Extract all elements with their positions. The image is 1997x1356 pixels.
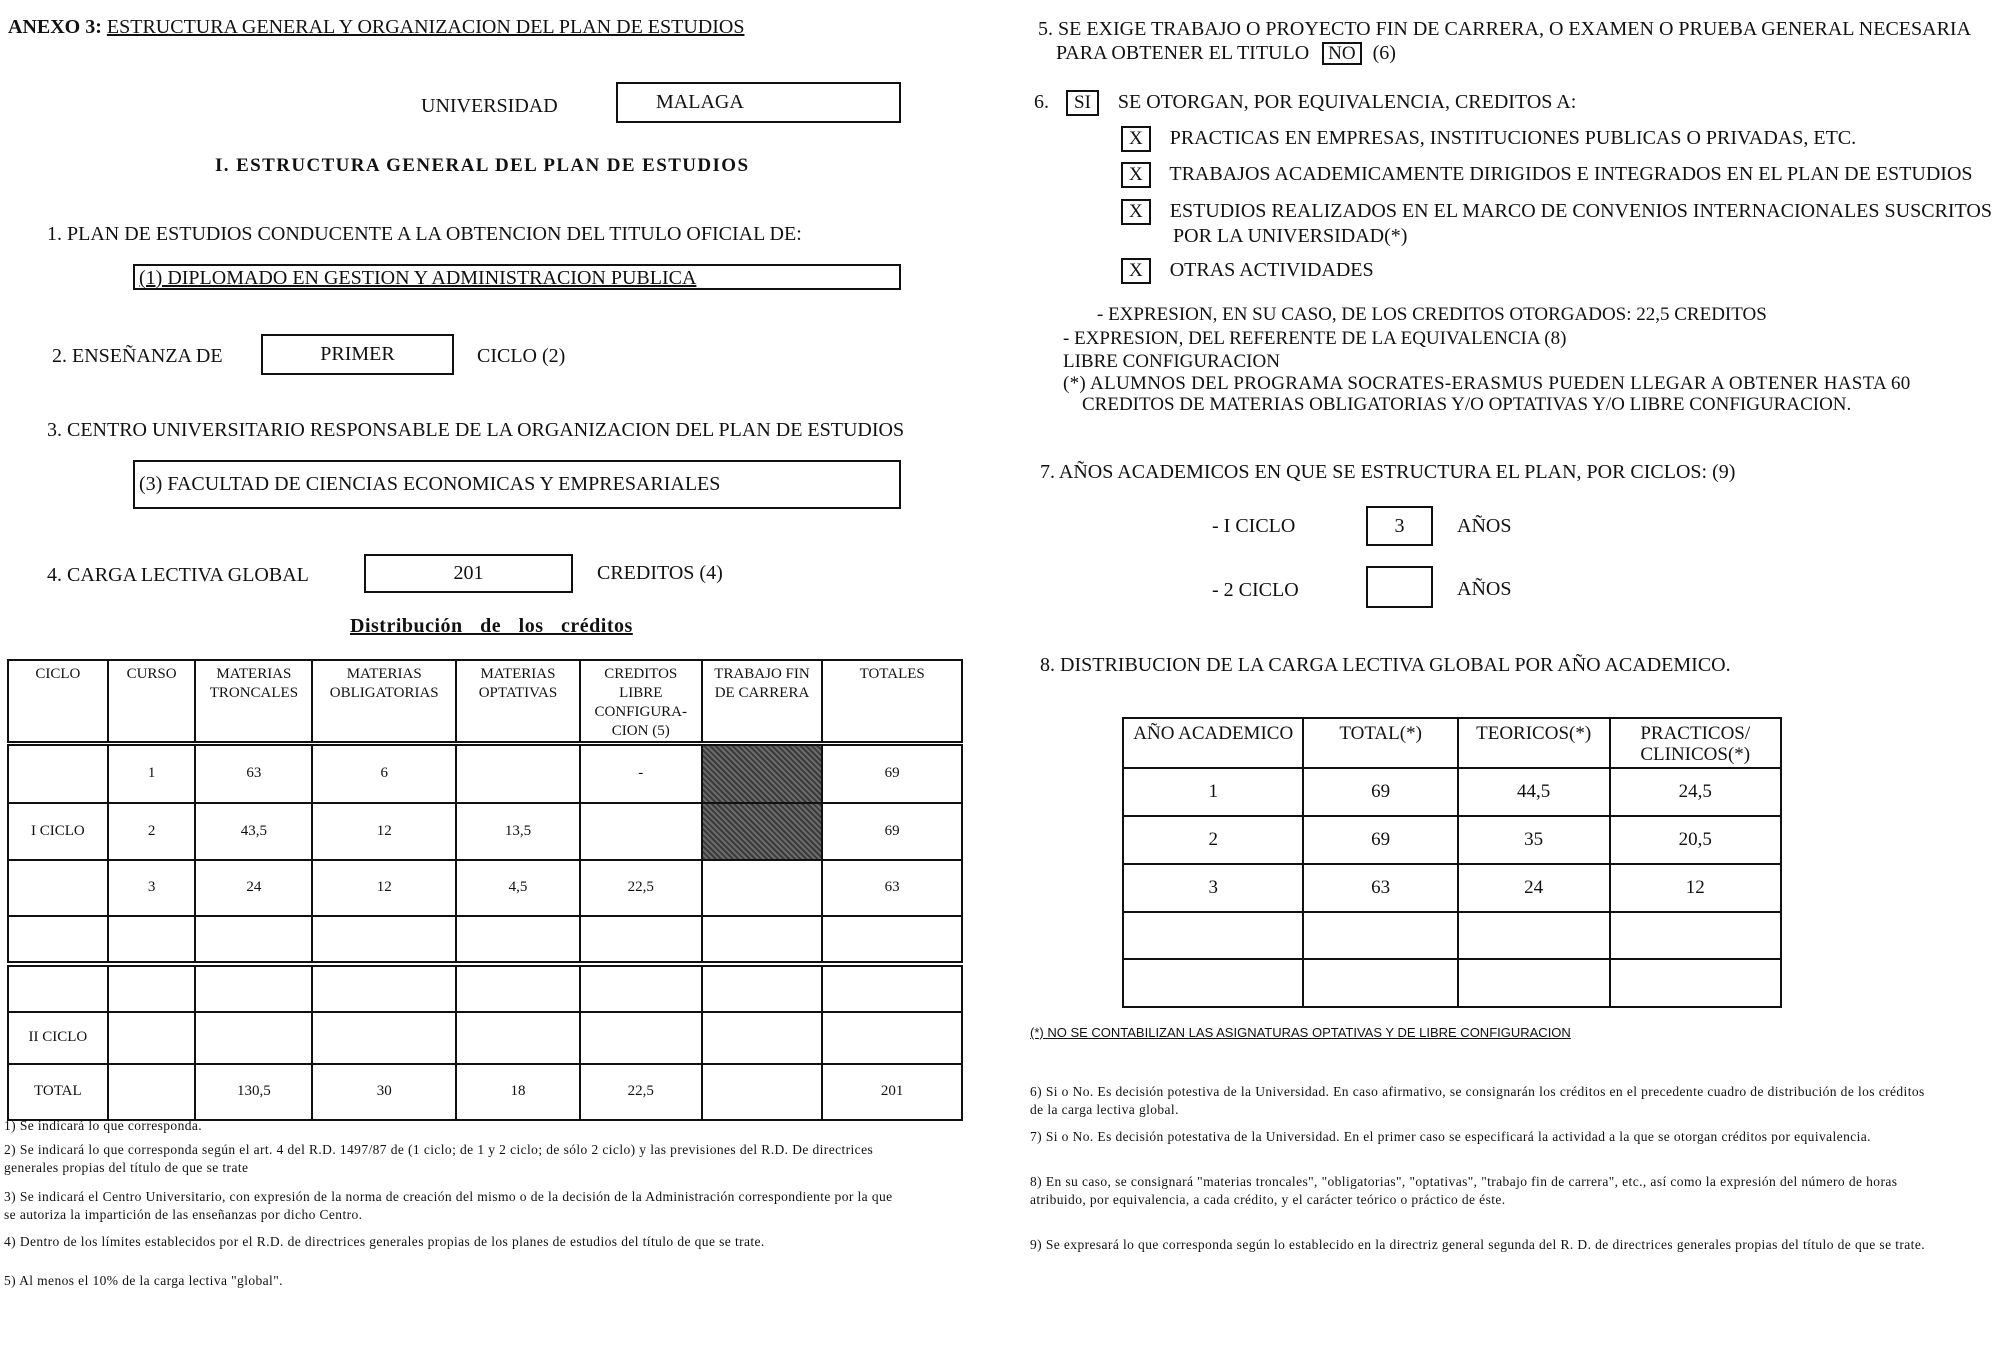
item4-label: 4. CARGA LECTIVA GLOBAL xyxy=(47,564,309,586)
table-cell: 24 xyxy=(1458,864,1610,912)
col-header: MATERIAS OBLIGATORIAS xyxy=(312,660,456,744)
table-cell xyxy=(1303,959,1457,1007)
table-row xyxy=(1123,959,1781,1007)
years-footnote-text: (*) NO SE CONTABILIZAN LAS ASIGNATURAS OPTATIVAS Y DE LIBRE CONFIGURACION xyxy=(1030,1025,1571,1040)
col-header: MATERIAS OPTATIVAS xyxy=(456,660,580,744)
item3-label: 3. CENTRO UNIVERSITARIO RESPONSABLE DE LA ORGANIZACION DEL PLAN DE ESTUDIOS xyxy=(47,419,905,441)
table-cell: 130,5 xyxy=(195,1064,312,1120)
table-cell xyxy=(8,964,108,1012)
item2-label: 2. ENSEÑANZA DE xyxy=(52,345,223,367)
table-cell xyxy=(580,916,702,964)
item6-option-1 xyxy=(1121,126,1856,152)
annex-heading xyxy=(8,16,744,39)
item8-label: 8. DISTRIBUCION DE LA CARGA LECTIVA GLOBAL POR AÑO ACADEMICO. xyxy=(1040,654,1731,676)
table-row xyxy=(1123,864,1781,912)
table-cell: 1 xyxy=(108,744,196,803)
item5-label: PARA OBTENER EL TITULO xyxy=(1056,42,1310,64)
table-cell xyxy=(108,1064,196,1120)
item1-value: (1) DIPLOMADO EN GESTION Y ADMINISTRACION PUBLICA xyxy=(139,267,697,289)
table-cell xyxy=(312,964,456,1012)
option-label: ESTUDIOS REALIZADOS EN EL MARCO DE CONVENIOS INTERNACIONALES SUSCRITOS xyxy=(1169,200,1992,222)
item5-value-box: NO xyxy=(1322,42,1361,65)
item2-field xyxy=(261,334,454,375)
table-cell xyxy=(195,916,312,964)
checkbox-checked: X xyxy=(1121,199,1151,225)
table-cell xyxy=(8,744,108,803)
col-header: CICLO xyxy=(8,660,108,744)
table-cell xyxy=(456,1012,580,1064)
table-cell: 24 xyxy=(195,860,312,916)
note-9: 9) Se expresará lo que corresponda según lo establecido en la directriz general segunda del R. D. de directrices generales propias del título de que se trate. xyxy=(1030,1237,1925,1252)
table-row xyxy=(8,964,962,1012)
table-row xyxy=(8,860,962,916)
checkbox-checked: X xyxy=(1121,126,1151,152)
table-cell xyxy=(8,916,108,964)
table-cell: 63 xyxy=(1303,864,1457,912)
distribution-header-row xyxy=(8,660,962,744)
item6-option-3 xyxy=(1121,199,1992,225)
item4-field xyxy=(364,554,573,593)
table-row xyxy=(8,744,962,803)
years-footnote xyxy=(1030,1025,1571,1040)
table-row xyxy=(1123,768,1781,816)
expr-referent: - EXPRESION, DEL REFERENTE DE LA EQUIVALENCIA (8) xyxy=(1063,328,1567,349)
table-cell: 22,5 xyxy=(580,1064,702,1120)
table-cell: 63 xyxy=(195,744,312,803)
col-header: TOTAL(*) xyxy=(1303,718,1457,768)
distribution-table xyxy=(7,659,963,1121)
table-row xyxy=(8,1064,962,1120)
expr-erasmus-1: (*) ALUMNOS DEL PROGRAMA SOCRATES-ERASMUS PUEDEN LLEGAR A OBTENER HASTA 60 xyxy=(1063,373,1911,394)
annex-title: ESTRUCTURA GENERAL Y ORGANIZACION DEL PLAN DE ESTUDIOS xyxy=(106,16,745,38)
cycle1-label: - I CICLO xyxy=(1212,515,1296,537)
table-cell: 20,5 xyxy=(1610,816,1782,864)
item4-value: 201 xyxy=(453,562,484,584)
table-cell xyxy=(195,964,312,1012)
table-cell xyxy=(580,964,702,1012)
table-cell: 6 xyxy=(312,744,456,803)
table-cell: 2 xyxy=(1123,816,1303,864)
table-cell xyxy=(1123,959,1303,1007)
col-header: MATERIAS TRONCALES xyxy=(195,660,312,744)
table-cell xyxy=(108,916,196,964)
note-5: 5) Al menos el 10% de la carga lectiva "global". xyxy=(4,1273,283,1288)
shaded-cell xyxy=(702,744,823,803)
option-label: OTRAS ACTIVIDADES xyxy=(1169,259,1374,281)
table-cell xyxy=(1123,912,1303,959)
cycle1-years: AÑOS xyxy=(1457,515,1512,537)
item6-option-4 xyxy=(1121,258,1374,284)
table-cell xyxy=(312,916,456,964)
university-field xyxy=(616,82,901,123)
table-cell: 30 xyxy=(312,1064,456,1120)
table-cell xyxy=(108,964,196,1012)
col-header: TRABAJO FIN DE CARRERA xyxy=(702,660,823,744)
year-distribution-table xyxy=(1122,717,1782,1008)
table-row xyxy=(8,803,962,860)
table-cell xyxy=(1303,912,1457,959)
cycle1-field xyxy=(1366,506,1433,546)
table-cell: 12 xyxy=(1610,864,1782,912)
table-cell: 69 xyxy=(1303,768,1457,816)
expr-erasmus-2: CREDITOS DE MATERIAS OBLIGATORIAS Y/O OPTATIVAS Y/O LIBRE CONFIGURACION. xyxy=(1082,394,1852,415)
expr-libre: LIBRE CONFIGURACION xyxy=(1063,351,1280,372)
table-cell: I CICLO xyxy=(8,803,108,860)
table-cell xyxy=(8,860,108,916)
note-3: 3) Se indicará el Centro Universitario, con expresión de la norma de creación del mismo o de la decisión de la Administración correspondiente por la que se autoriza la impartición de las enseñanzas por dicho Centro. xyxy=(4,1189,893,1222)
table-cell: - xyxy=(580,744,702,803)
table-cell: 12 xyxy=(312,803,456,860)
item6-number: 6. xyxy=(1034,91,1049,113)
table-cell: 3 xyxy=(1123,864,1303,912)
item3-value: (3) FACULTAD DE CIENCIAS ECONOMICAS Y EMPRESARIALES xyxy=(139,473,721,495)
note-1: 1) Se indicará lo que corresponda. xyxy=(4,1118,203,1133)
table-cell xyxy=(580,803,702,860)
table-cell: 201 xyxy=(822,1064,962,1120)
table-row xyxy=(1123,912,1781,959)
item4-suffix: CREDITOS (4) xyxy=(597,562,723,584)
table-cell xyxy=(702,860,823,916)
table-cell: 22,5 xyxy=(580,860,702,916)
table-cell: 63 xyxy=(822,860,962,916)
table-cell xyxy=(108,1012,196,1064)
col-header: AÑO ACADEMICO xyxy=(1123,718,1303,768)
table-cell xyxy=(822,916,962,964)
table-cell xyxy=(702,1012,823,1064)
table-cell: 12 xyxy=(312,860,456,916)
col-header: TOTALES xyxy=(822,660,962,744)
option-label: TRABAJOS ACADEMICAMENTE DIRIGIDOS E INTEGRADOS EN EL PLAN DE ESTUDIOS xyxy=(1169,163,1973,185)
table-cell xyxy=(456,964,580,1012)
distribution-title: Distribución de los créditos xyxy=(350,615,633,637)
years-header-row xyxy=(1123,718,1781,768)
shaded-cell xyxy=(702,803,823,860)
table-cell xyxy=(702,916,823,964)
col-header: PRACTICOS/ CLINICOS(*) xyxy=(1610,718,1782,768)
table-cell: 69 xyxy=(1303,816,1457,864)
checkbox-checked: X xyxy=(1121,258,1151,284)
item1-label: 1. PLAN DE ESTUDIOS CONDUCENTE A LA OBTENCION DEL TITULO OFICIAL DE: xyxy=(47,223,802,245)
cycle2-label: - 2 CICLO xyxy=(1212,579,1299,601)
col-header: CURSO xyxy=(108,660,196,744)
note-4: 4) Dentro de los límites establecidos por el R.D. de directrices generales propias de los planes de estudios del título de que se trate. xyxy=(4,1234,765,1249)
table-cell xyxy=(580,1012,702,1064)
note-8: 8) En su caso, se consignará "materias troncales", "obligatorias", "optativas", "trabajo fin de carrera", etc., así como la expresión del número de horas atribuido, por equivalencia, a cada crédito, y el carácter teórico o práctico de éste. xyxy=(1030,1174,1898,1207)
table-cell: 2 xyxy=(108,803,196,860)
item6-label: SE OTORGAN, POR EQUIVALENCIA, CREDITOS A: xyxy=(1117,91,1577,113)
cycle2-field xyxy=(1366,566,1433,608)
checkbox-checked: X xyxy=(1121,162,1151,188)
option-label: PRACTICAS EN EMPRESAS, INSTITUCIONES PUBLICAS O PRIVADAS, ETC. xyxy=(1169,127,1857,149)
cycle1-value: 3 xyxy=(1394,514,1405,537)
table-cell xyxy=(822,964,962,1012)
table-cell: II CICLO xyxy=(8,1012,108,1064)
table-cell xyxy=(195,1012,312,1064)
col-header: CREDITOS LIBRE CONFIGURA-CION (5) xyxy=(580,660,702,744)
table-cell: 69 xyxy=(822,803,962,860)
section-title: I. ESTRUCTURA GENERAL DEL PLAN DE ESTUDIOS xyxy=(215,155,750,176)
item7-label: 7. AÑOS ACADEMICOS EN QUE SE ESTRUCTURA EL PLAN, POR CICLOS: (9) xyxy=(1040,461,1736,483)
table-cell xyxy=(1610,959,1782,1007)
table-cell xyxy=(1458,959,1610,1007)
table-cell: 13,5 xyxy=(456,803,580,860)
option-3-continuation: POR LA UNIVERSIDAD(*) xyxy=(1173,225,1408,247)
cycle2-years: AÑOS xyxy=(1457,578,1512,600)
table-cell xyxy=(312,1012,456,1064)
table-cell: 69 xyxy=(822,744,962,803)
table-cell xyxy=(456,916,580,964)
table-cell xyxy=(456,744,580,803)
item3-field xyxy=(133,460,901,509)
table-cell: 43,5 xyxy=(195,803,312,860)
table-cell: 44,5 xyxy=(1458,768,1610,816)
table-cell: TOTAL xyxy=(8,1064,108,1120)
table-cell xyxy=(1458,912,1610,959)
item1-field xyxy=(133,264,901,290)
table-row xyxy=(8,916,962,964)
annex-label: ANEXO 3: xyxy=(8,16,102,38)
item5-line2 xyxy=(1056,42,1396,65)
table-row xyxy=(8,1012,962,1064)
table-cell xyxy=(702,964,823,1012)
university-label: UNIVERSIDAD xyxy=(421,95,558,117)
table-cell: 1 xyxy=(1123,768,1303,816)
item5-suffix: (6) xyxy=(1372,42,1396,64)
table-cell: 24,5 xyxy=(1610,768,1782,816)
table-cell: 35 xyxy=(1458,816,1610,864)
table-row xyxy=(1123,816,1781,864)
table-cell: 4,5 xyxy=(456,860,580,916)
item6-value-box: SI xyxy=(1066,90,1099,116)
item5-line1: 5. SE EXIGE TRABAJO O PROYECTO FIN DE CARRERA, O EXAMEN O PRUEBA GENERAL NECESARIA xyxy=(1038,18,1972,40)
expr-credits: - EXPRESION, EN SU CASO, DE LOS CREDITOS OTORGADOS: 22,5 CREDITOS xyxy=(1097,304,1767,325)
note-7: 7) Si o No. Es decisión potestativa de la Universidad. En el primer caso se especificará la actividad a la que se otorgan créditos por equivalencia. xyxy=(1030,1129,1871,1144)
table-cell xyxy=(702,1064,823,1120)
item2-value: PRIMER xyxy=(320,343,395,365)
table-cell xyxy=(1610,912,1782,959)
table-cell: 18 xyxy=(456,1064,580,1120)
university-value: MALAGA xyxy=(656,91,744,113)
item6-header xyxy=(1034,90,1576,116)
col-header: TEORICOS(*) xyxy=(1458,718,1610,768)
note-2: 2) Se indicará lo que corresponda según el art. 4 del R.D. 1497/87 de (1 ciclo; de 1 y 2 ciclo; de sólo 2 ciclo) y las previsiones del R.D. De directrices generales propias del título de que se trate xyxy=(4,1142,874,1175)
item6-option-2 xyxy=(1121,162,1973,188)
table-cell xyxy=(822,1012,962,1064)
table-cell: 3 xyxy=(108,860,196,916)
item2-suffix: CICLO (2) xyxy=(477,345,566,367)
note-6: 6) Si o No. Es decisión potestiva de la Universidad. En caso afirmativo, se consignarán los créditos en el precedente cuadro de distribución de los créditos de la carga lectiva global. xyxy=(1030,1084,1925,1117)
